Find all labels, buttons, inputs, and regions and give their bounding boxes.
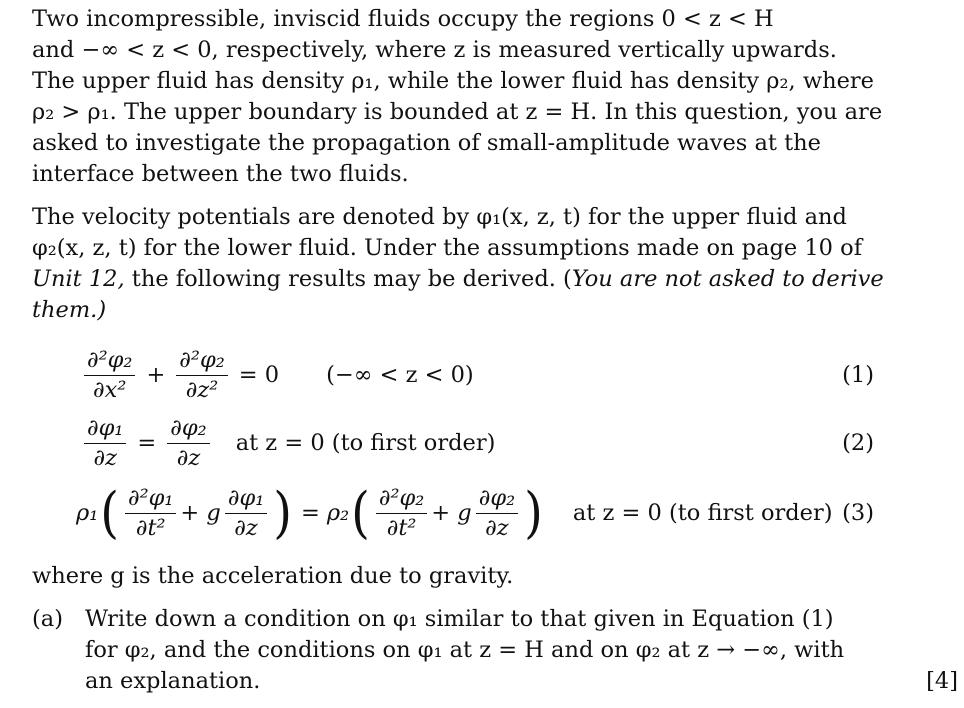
fraction: $\frac{\text{∂²φ₂}}{\text{∂x²}}$ — [84, 348, 135, 403]
intro-line: asked to investigate the propagation of small-amplitude waves at the — [32, 130, 821, 156]
equation-3: ρ₁ ( $\frac{\text{∂²φ₁}}{\text{∂t²}}$ + g $\frac{\text{∂φ₁}}{\partial z}$ ) = ρ₂ ( $\frac{\text{∂²φ₂}}{\text{∂t²}}$ + g $\frac{\text{∂φ₂}}{\partial z}$ ) at z = 0 (to first order) (3) — [76, 480, 874, 546]
potentials-line: φ₂(x, z, t) for the lower fluid. Under the assumptions made on page 10 of — [32, 235, 863, 261]
potentials-line: The velocity potentials are denoted by φ₁(x, z, t) for the upper fluid and — [32, 204, 847, 230]
part-a-line: an explanation. — [85, 668, 261, 694]
potentials-line: them.) — [32, 297, 107, 323]
part-a-text — [85, 604, 844, 697]
fraction: $\frac{\text{∂²φ₂}}{\text{∂t²}}$ — [376, 486, 427, 541]
intro-line: and −∞ < z < 0, respectively, where z is measured vertically upwards. — [32, 37, 837, 63]
part-a-line: Write down a condition on φ₁ similar to that given in Equation (1) — [85, 606, 834, 632]
gravity-note: where g is the acceleration due to gravity. — [32, 563, 514, 589]
fraction: $\frac{\text{∂φ₁}}{\partial z}$ — [225, 486, 267, 541]
equation-1: $\frac{\text{∂²φ₂}}{\text{∂x²}}$ + $\frac{\text{∂²φ₂}}{\text{∂z²}}$ = 0 (−∞ < z < 0) (1) — [0, 340, 964, 410]
part-a-line: for φ₂, and the conditions on φ₁ at z = H and on φ₂ at z → −∞, with — [85, 637, 845, 663]
part-a-label: (a) — [32, 606, 63, 632]
equation-condition: (−∞ < z < 0) — [326, 362, 474, 388]
intro-line: interface between the two fluids. — [32, 161, 409, 187]
equation-number: (1) — [842, 362, 874, 388]
intro-line: Two incompressible, inviscid fluids occupy the regions 0 < z < H — [32, 6, 774, 32]
equation-condition: at z = 0 (to first order) — [572, 500, 833, 526]
fraction: $\frac{\text{∂²φ₁}}{\text{∂t²}}$ — [125, 486, 176, 541]
intro-line: ρ₂ > ρ₁. The upper boundary is bounded at z = H. In this question, you are — [32, 99, 883, 125]
fraction: $\frac{\text{∂φ₂}}{\partial z}$ — [167, 416, 209, 471]
derive-note: You are not asked to derive — [571, 266, 884, 292]
equation-condition: at z = 0 (to first order) — [235, 430, 496, 456]
equation-number: (2) — [842, 430, 874, 456]
fraction: $\frac{\text{∂²φ₂}}{\text{∂z²}}$ — [176, 348, 227, 403]
potentials-paragraph — [32, 202, 932, 326]
unit-reference: Unit 12, — [32, 266, 125, 292]
potentials-line: Unit 12, the following results may be derived. (You are not asked to derive — [32, 266, 884, 292]
fraction: $\frac{\text{∂φ₁}}{\partial z}$ — [84, 416, 126, 471]
intro-line: The upper fluid has density ρ₁, while the lower fluid has density ρ₂, where — [32, 68, 874, 94]
fraction: $\frac{\text{∂φ₂}}{\partial z}$ — [476, 486, 518, 541]
equation-number: (3) — [842, 500, 874, 526]
marks-badge: [4] — [926, 668, 958, 694]
equation-2: $\frac{\text{∂φ₁}}{\partial z}$ = $\frac{\text{∂φ₂}}{\partial z}$ at z = 0 (to first order) (2) — [0, 408, 964, 478]
intro-paragraph — [32, 4, 932, 190]
